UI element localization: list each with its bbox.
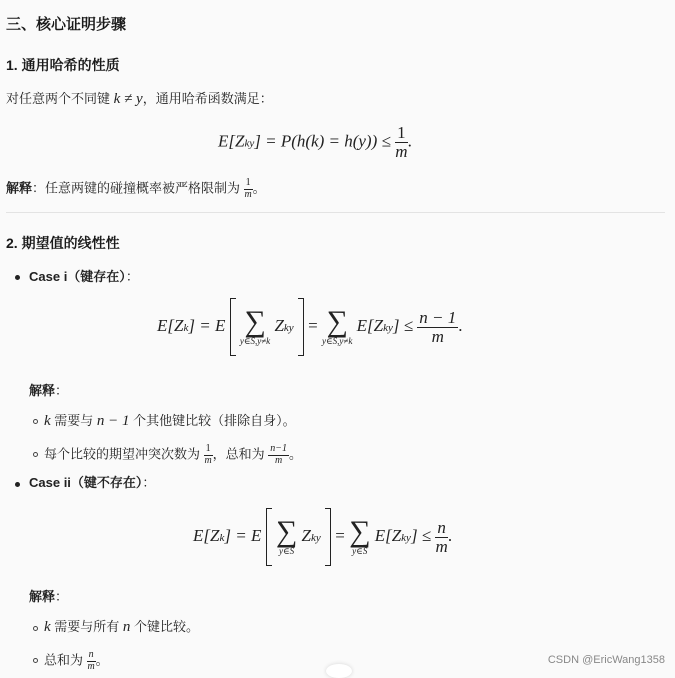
sum-operator-3: ∑ y∈S [275, 515, 298, 556]
intro-text: 对任意两个不同键 [6, 91, 111, 106]
right-bracket-2 [325, 508, 331, 566]
case-2-item-2: 总和为 $\frac{n}{m}$ 。 [44, 649, 109, 672]
case-2-equation: E[Zk] = E ∑ y∈S Zky = ∑ y∈S E[Zky] ≤ $\frac{n}{m}$ . [193, 508, 452, 566]
case-1-item-2: 每个比较的期望冲突次数为 $\frac{1}{m}$ ，总和为 $\frac{n-1}{m}$ 。 [44, 443, 303, 466]
case-1-item-1-bullet [33, 419, 38, 424]
sum-operator-2: ∑ y∈S,y≠k [322, 305, 353, 346]
case-1-fraction: $\frac{n - 1}{m}$ [419, 307, 457, 346]
explain-fraction: $\frac{1}{m}$ [244, 177, 252, 200]
page-title: 三、核心证明步骤 [6, 16, 127, 33]
explain-text: ：任意两键的碰撞概率被严格限制为 [32, 180, 241, 196]
case-1-label: Case i（键存在）： [29, 269, 139, 284]
eq-fraction: $\frac{1}{m}$ [395, 123, 408, 161]
intro-math: k ≠ y [113, 91, 143, 107]
case-2-bullet [15, 482, 20, 487]
eq-mid: ] = P(h(k) = h(y)) ≤ [254, 131, 391, 151]
sum-operator: ∑ y∈S,y≠k [239, 305, 271, 346]
case-1-equation: E[Zk] = E ∑ y∈S,y≠k Zky = ∑ y∈S,y≠k E[Zky] ≤ $\frac{n - 1}{m}$ . [157, 298, 463, 356]
case-1-bullet [15, 275, 20, 280]
case-1-item-2-bullet [33, 452, 38, 457]
case-2-explain-label: 解释： [29, 589, 69, 604]
case-2-item-1-bullet [33, 626, 38, 631]
section-1-heading: 1. 通用哈希的性质 [6, 57, 120, 73]
section-divider [6, 212, 665, 213]
eq-sub: ky [244, 137, 255, 150]
sum-operator-4: ∑ y∈S [349, 515, 371, 556]
right-bracket [298, 298, 304, 356]
eq-lhs: E[Z [218, 131, 245, 151]
case-2-fraction: $\frac{n}{m}$ [435, 517, 448, 556]
left-bracket-2 [266, 508, 272, 566]
watermark: CSDN @EricWang1358 [547, 654, 665, 666]
case-1-explain-label: 解释： [29, 383, 69, 398]
case-2-label: Case ii（键不存在）： [29, 475, 156, 490]
case-2-item-2-bullet [33, 658, 38, 663]
explain-label: 解释 [6, 180, 33, 196]
scroll-to-top-button[interactable] [326, 664, 352, 678]
collision-equation: E[Zky] = P(h(k) = h(y)) ≤ $\frac{1}{m}$ . [218, 123, 412, 161]
section-1-explanation: 解释：任意两键的碰撞概率被严格限制为 $\frac{1}{m}$ 。 [6, 177, 266, 200]
section-1-intro [6, 90, 273, 108]
left-bracket [230, 298, 236, 356]
case-2-item-1: k 需要与所有 n 个键比较。 [44, 619, 200, 635]
intro-suffix: ，通用哈希函数满足： [142, 91, 273, 106]
section-2-heading: 2. 期望值的线性性 [6, 235, 120, 251]
case-1-item-1: k 需要与 n − 1 个其他键比较（排除自身）。 [44, 413, 296, 429]
